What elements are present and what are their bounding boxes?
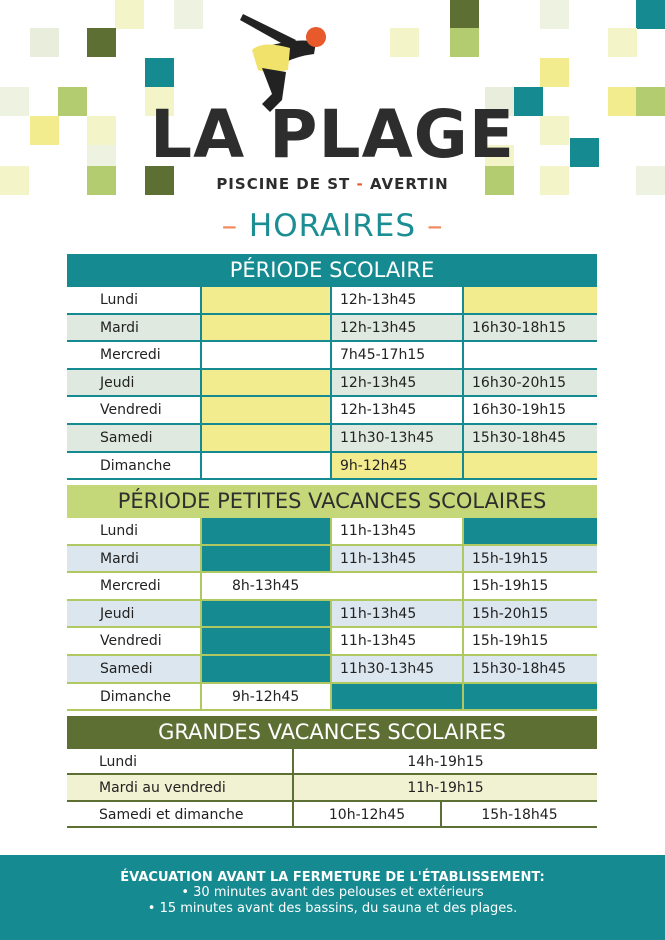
slot-empty xyxy=(200,370,330,396)
slot-cell: 12h-13h45 xyxy=(330,397,462,423)
schedule-summer-holidays xyxy=(67,716,597,828)
section-title: PÉRIODE SCOLAIRE xyxy=(67,254,597,287)
slot-cell: 16h30-18h15 xyxy=(462,315,597,341)
table-row xyxy=(67,315,597,343)
slot-cell: 15h30-18h45 xyxy=(462,656,597,682)
day-label: Mercredi xyxy=(100,578,161,595)
brand-subtitle-left: PISCINE DE ST xyxy=(216,175,351,193)
table-row xyxy=(67,573,597,601)
table-row xyxy=(67,342,597,370)
slot-empty xyxy=(200,546,330,572)
table-row xyxy=(67,775,597,801)
slot-empty xyxy=(462,342,597,368)
day-label: Vendredi xyxy=(100,633,162,650)
table-row xyxy=(67,684,597,712)
slot-empty xyxy=(200,342,330,368)
slot-empty xyxy=(462,684,597,710)
slot-empty xyxy=(462,518,597,544)
notice-line: • 30 minutes avant des pelouses et extérieurs xyxy=(181,885,484,900)
day-label: Samedi et dimanche xyxy=(99,806,244,823)
slot-cell: 10h-12h45 xyxy=(292,802,440,826)
day-label: Dimanche xyxy=(100,457,171,474)
section-title: PÉRIODE PETITES VACANCES SCOLAIRES xyxy=(67,485,597,518)
table-row xyxy=(67,518,597,546)
day-label: Vendredi xyxy=(100,402,162,419)
slot-empty xyxy=(462,453,597,479)
slot-cell: 15h-18h45 xyxy=(440,802,597,826)
slot-empty xyxy=(200,315,330,341)
table-row xyxy=(67,287,597,315)
slot-cell: 11h-13h45 xyxy=(330,628,462,654)
slot-empty xyxy=(200,287,330,313)
table-row xyxy=(67,601,597,629)
slot-cell: 8h-13h45 xyxy=(200,573,462,599)
slot-cell: 15h-19h15 xyxy=(462,573,597,599)
table-row xyxy=(67,546,597,574)
notice-line: • 15 minutes avant des bassins, du sauna et des plages. xyxy=(147,901,518,916)
day-label: Dimanche xyxy=(100,688,171,705)
brand-subtitle-dash: - xyxy=(356,175,364,193)
table-row xyxy=(67,453,597,481)
table-row xyxy=(67,802,597,828)
slot-cell: 11h-13h45 xyxy=(330,518,462,544)
table-row xyxy=(67,749,597,775)
slot-cell: 11h30-13h45 xyxy=(330,656,462,682)
table-row xyxy=(67,425,597,453)
table-row xyxy=(67,656,597,684)
brand-subtitle-right: AVERTIN xyxy=(369,175,449,193)
brand-title: LA PLAGE xyxy=(150,96,515,173)
notice-title: ÉVACUATION AVANT LA FERMETURE DE L'ÉTABLISSEMENT: xyxy=(120,870,545,885)
slot-cell: 14h-19h15 xyxy=(292,749,597,773)
day-label: Mercredi xyxy=(100,347,161,364)
slot-cell: 11h-13h45 xyxy=(330,546,462,572)
slot-cell: 12h-13h45 xyxy=(330,315,462,341)
schedule-school-period xyxy=(67,254,597,480)
slot-cell: 16h30-20h15 xyxy=(462,370,597,396)
day-label: Lundi xyxy=(100,523,139,539)
brand-subtitle xyxy=(0,175,665,193)
slot-cell: 11h30-13h45 xyxy=(330,425,462,451)
heading-dash-left: – xyxy=(221,208,239,244)
slot-cell: 12h-13h45 xyxy=(330,287,462,313)
day-label: Jeudi xyxy=(100,374,135,391)
day-label: Samedi xyxy=(100,429,153,446)
day-label: Jeudi xyxy=(100,605,135,622)
slot-cell: 15h-20h15 xyxy=(462,601,597,627)
slot-empty xyxy=(200,628,330,654)
slot-cell: 7h45-17h15 xyxy=(330,342,462,368)
slot-empty xyxy=(200,397,330,423)
slot-empty xyxy=(200,453,330,479)
heading-dash-right: – xyxy=(426,208,444,244)
slot-empty xyxy=(200,518,330,544)
slot-cell: 11h-13h45 xyxy=(330,601,462,627)
slot-cell: 16h30-19h15 xyxy=(462,397,597,423)
slot-cell: 15h-19h15 xyxy=(462,628,597,654)
day-label: Mardi au vendredi xyxy=(99,780,226,797)
slot-cell: 11h-19h15 xyxy=(292,775,597,799)
evacuation-notice xyxy=(0,855,665,940)
schedule-short-holidays xyxy=(67,485,597,711)
day-label: Mardi xyxy=(100,550,139,567)
table-row xyxy=(67,397,597,425)
day-label: Mardi xyxy=(100,319,139,336)
heading-title: HORAIRES xyxy=(248,208,417,244)
slot-empty xyxy=(200,601,330,627)
page-title xyxy=(0,208,665,244)
table-row xyxy=(67,628,597,656)
day-label: Lundi xyxy=(100,292,139,308)
slot-empty xyxy=(200,656,330,682)
day-label: Lundi xyxy=(99,754,138,770)
slot-cell: 9h-12h45 xyxy=(330,453,462,479)
section-title: GRANDES VACANCES SCOLAIRES xyxy=(67,716,597,749)
slot-cell: 9h-12h45 xyxy=(200,684,330,710)
slot-empty xyxy=(200,425,330,451)
slot-empty xyxy=(330,684,462,710)
slot-cell: 12h-13h45 xyxy=(330,370,462,396)
day-label: Samedi xyxy=(100,660,153,677)
slot-cell: 15h-19h15 xyxy=(462,546,597,572)
table-row xyxy=(67,370,597,398)
slot-cell: 15h30-18h45 xyxy=(462,425,597,451)
slot-empty xyxy=(462,287,597,313)
